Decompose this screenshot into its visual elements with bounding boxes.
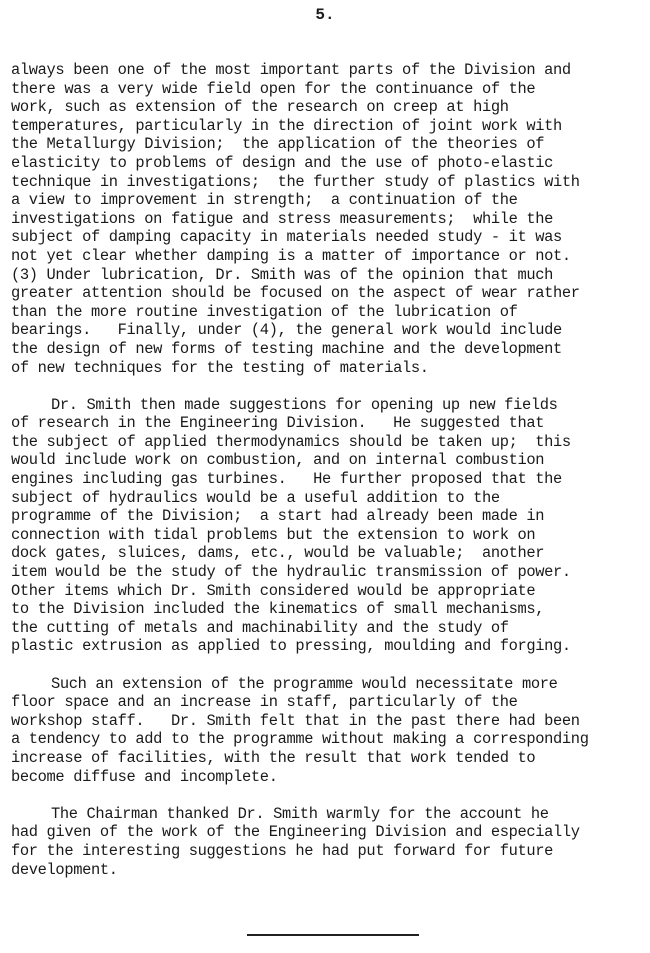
- text-line: the subject of applied thermodynamics should be taken up; this: [11, 432, 571, 451]
- text-line: elasticity to problems of design and the use of photo-elastic: [11, 153, 554, 172]
- text-line: would include work on combustion, and on internal combustion: [11, 451, 545, 470]
- text-line: floor space and an increase in staff, particularly of the: [11, 693, 518, 712]
- text-line: always been one of the most important parts of the Division and: [11, 61, 571, 79]
- text-line: bearings. Finally, under (4), the general work would include: [11, 321, 562, 340]
- text-line: not yet clear whether damping is a matter of importance or not.: [11, 246, 571, 265]
- text-line: a tendency to add to the programme without making a corresponding: [11, 730, 589, 749]
- text-line: Other items which Dr. Smith considered would be appropriate: [11, 581, 536, 600]
- text-line: subject of hydraulics would be a useful addition to the: [11, 488, 500, 507]
- text-line: technique in investigations; the further study of plastics with: [11, 172, 580, 191]
- text-line: The Chairman thanked Dr. Smith warmly for the account he: [51, 804, 549, 823]
- paragraph-work-continuation: [11, 61, 641, 377]
- text-line: than the more routine investigation of the lubrication of: [11, 302, 518, 321]
- text-line: workshop staff. Dr. Smith felt that in the past there had been: [11, 711, 580, 730]
- text-line: connection with tidal problems but the extension to work on: [11, 525, 536, 544]
- paragraph-new-fields: [11, 396, 641, 656]
- text-line: Such an extension of the programme would necessitate more: [51, 674, 558, 693]
- text-line: engines including gas turbines. He further proposed that the: [11, 470, 562, 489]
- text-line: the cutting of metals and machinability and the study of: [11, 618, 509, 637]
- end-rule-divider: [247, 934, 419, 936]
- text-line: for the interesting suggestions he had put forward for future: [11, 841, 554, 860]
- text-line: had given of the work of the Engineering Division and especially: [11, 823, 580, 842]
- text-line: Dr. Smith then made suggestions for opening up new fields: [51, 395, 558, 414]
- text-line: increase of facilities, with the result that work tended to: [11, 748, 536, 767]
- text-line: of research in the Engineering Division. He suggested that: [11, 414, 545, 433]
- text-line: investigations on fatigue and stress measurements; while the: [11, 209, 554, 228]
- text-line: programme of the Division; a start had already been made in: [11, 507, 545, 526]
- text-line: plastic extrusion as applied to pressing, moulding and forging.: [11, 637, 571, 656]
- text-line: greater attention should be focused on the aspect of wear rather: [11, 284, 580, 303]
- text-line: (3) Under lubrication, Dr. Smith was of the opinion that much: [11, 265, 554, 284]
- text-line: of new techniques for the testing of materials.: [11, 358, 429, 377]
- paragraph-chairman-thanks: [11, 805, 641, 879]
- paragraph-extension-needs: [11, 675, 641, 787]
- text-line: the Metallurgy Division; the application of the theories of: [11, 135, 545, 154]
- text-line: a view to improvement in strength; a continuation of the: [11, 191, 518, 210]
- text-line: work, such as extension of the research on creep at high: [11, 98, 509, 117]
- text-line: dock gates, sluices, dams, etc., would be valuable; another: [11, 544, 545, 563]
- document-body: [11, 61, 641, 898]
- text-line: subject of damping capacity in materials needed study - it was: [11, 228, 562, 247]
- text-line: development.: [11, 860, 118, 879]
- page-number: 5.: [315, 6, 335, 24]
- text-line: the design of new forms of testing machine and the development: [11, 339, 562, 358]
- text-line: there was a very wide field open for the continuance of the: [11, 79, 536, 98]
- text-line: item would be the study of the hydraulic transmission of power.: [11, 563, 571, 582]
- text-line: temperatures, particularly in the direction of joint work with: [11, 116, 562, 135]
- text-line: to the Division included the kinematics of small mechanisms,: [11, 600, 545, 619]
- text-line: become diffuse and incomplete.: [11, 767, 278, 786]
